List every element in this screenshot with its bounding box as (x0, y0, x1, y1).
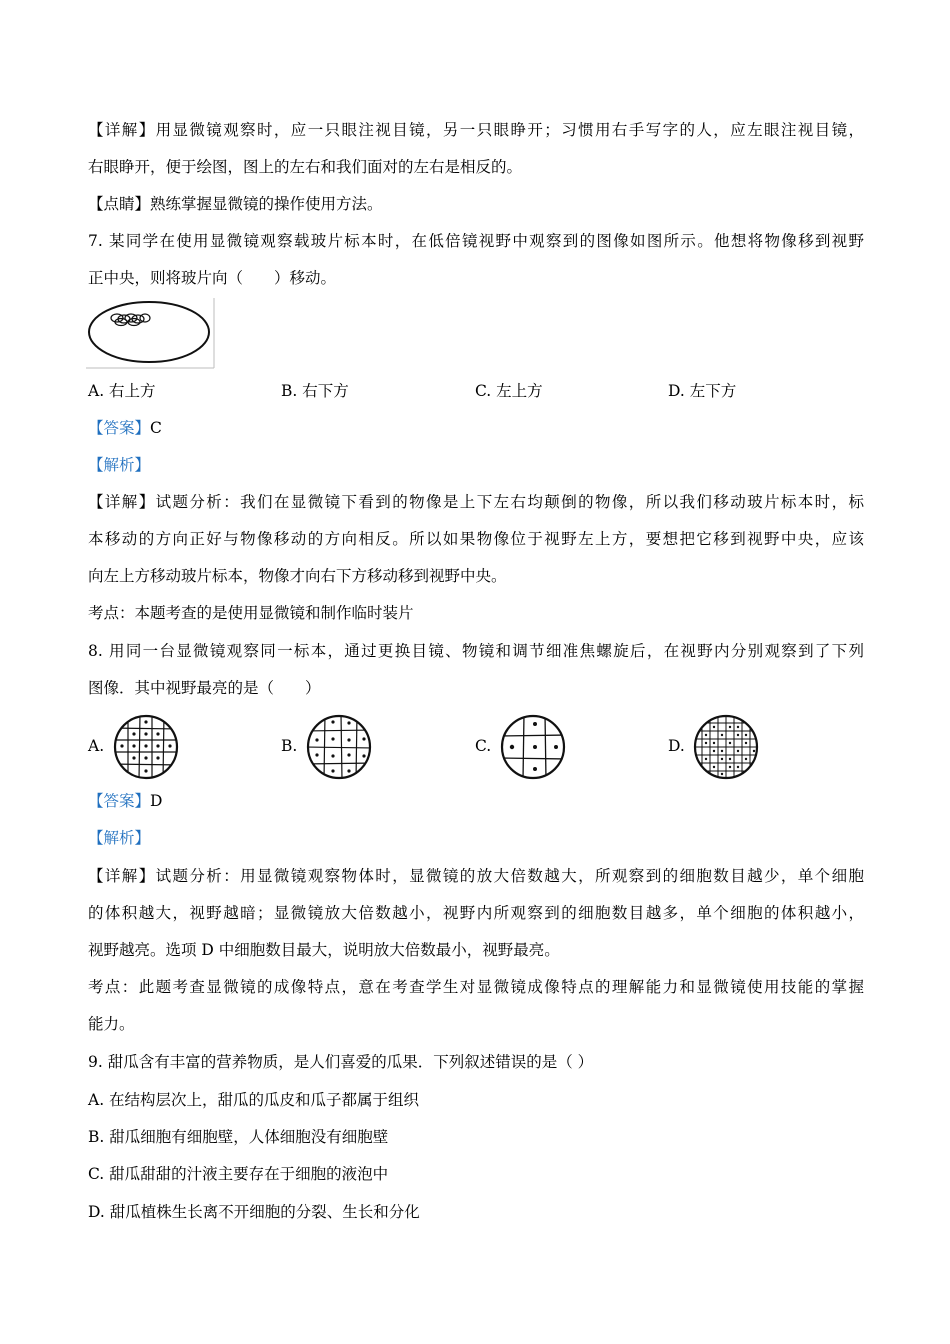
q7-detail-line3: 向左上方移动玻片标本，物像才向右下方移动移到视野中央。 (88, 567, 507, 585)
answer-tag: 【答案】 (88, 792, 151, 810)
q9-stem: 9. 甜瓜含有丰富的营养物质，是人们喜爱的瓜果．下列叙述错误的是（ ） (88, 1053, 594, 1071)
q8-stem-line1: 8. 用同一台显微镜观察同一标本，通过更换目镜、物镜和调节细准焦螺旋后，在视野内分别观察到了下列 (88, 642, 864, 660)
q8-analysis-tag: 【解析】 (88, 829, 151, 847)
q7-microscope-field-figure (86, 298, 216, 370)
q9-option-c: C. 甜瓜甜甜的汁液主要存在于细胞的液泡中 (88, 1165, 389, 1183)
q7-kaodian: 考点：本题考查的是使用显微镜和制作临时装片 (88, 604, 414, 622)
q8-option-a-figure (112, 714, 180, 780)
answer-tag: 【答案】 (88, 419, 151, 437)
q7-option-b: B. 右下方 (281, 382, 349, 400)
q8-answer: 【答案】D (88, 792, 163, 810)
q7-analysis-tag: 【解析】 (88, 456, 151, 474)
q8-detail-line2: 的体积越大，视野越暗；显微镜放大倍数越小，视野内所观察到的细胞数目越多，单个细胞的体积越小， (88, 904, 864, 922)
q7-answer: 【答案】C (88, 419, 162, 437)
q7-option-d: D. 左下方 (668, 382, 737, 400)
q8-option-c-figure (499, 714, 567, 780)
q8-detail-line1: 【详解】试题分析：用显微镜观察物体时，显微镜的放大倍数越大，所观察到的细胞数目越少，单个细胞 (88, 867, 864, 885)
comment-tag: 【点睛】 (88, 195, 151, 213)
q7-stem-line2: 正中央，则将玻片向（ ）移动。 (88, 269, 337, 287)
q8-stem-line2: 图像．其中视野最亮的是（ ） (88, 679, 321, 697)
q9-option-a: A. 在结构层次上，甜瓜的瓜皮和瓜子都属于组织 (88, 1091, 420, 1109)
q9-option-d: D. 甜瓜植株生长离不开细胞的分裂、生长和分化 (88, 1203, 420, 1221)
q7-option-c: C. 左上方 (475, 382, 543, 400)
q8-option-d-label: D. (668, 737, 685, 755)
q8-option-a-label: A. (88, 737, 105, 755)
q7-option-a: A. 右上方 (88, 382, 156, 400)
q8-kaodian-line2: 能力。 (88, 1015, 135, 1033)
detail-tag: 【详解】 (88, 121, 156, 139)
q8-option-c-label: C. (475, 737, 492, 755)
q7-detail-line2: 本移动的方向正好与物像移动的方向相反。所以如果物像位于视野左上方，要想把它移到视野中央，应该 (88, 530, 864, 548)
q7-stem-line1: 7. 某同学在使用显微镜观察载玻片标本时，在低倍镜视野中观察到的图像如图所示。他想将物像移到视野 (88, 232, 864, 250)
q7-detail-line1: 【详解】试题分析：我们在显微镜下看到的物像是上下左右均颠倒的物像，所以我们移动玻片标本时，标 (88, 493, 864, 511)
q9-option-b: B. 甜瓜细胞有细胞壁，人体细胞没有细胞壁 (88, 1128, 389, 1146)
q8-option-b-label: B. (281, 737, 298, 755)
q6-comment: 【点睛】熟练掌握显微镜的操作使用方法。 (88, 195, 383, 213)
q8-kaodian-line1: 考点：此题考查显微镜的成像特点，意在考查学生对显微镜成像特点的理解能力和显微镜使用技能的掌握 (88, 978, 864, 996)
q8-option-d-figure (692, 714, 760, 780)
q8-option-b-figure (305, 714, 373, 780)
q6-detail-line1: 【详解】用显微镜观察时，应一只眼注视目镜，另一只眼睁开；习惯用右手写字的人，应左眼注视目镜， (88, 121, 864, 139)
q8-detail-line3: 视野越亮。选项 D 中细胞数目最大，说明放大倍数最小，视野最亮。 (88, 941, 560, 959)
q6-detail-line2: 右眼睁开，便于绘图，图上的左右和我们面对的左右是相反的。 (88, 158, 523, 176)
